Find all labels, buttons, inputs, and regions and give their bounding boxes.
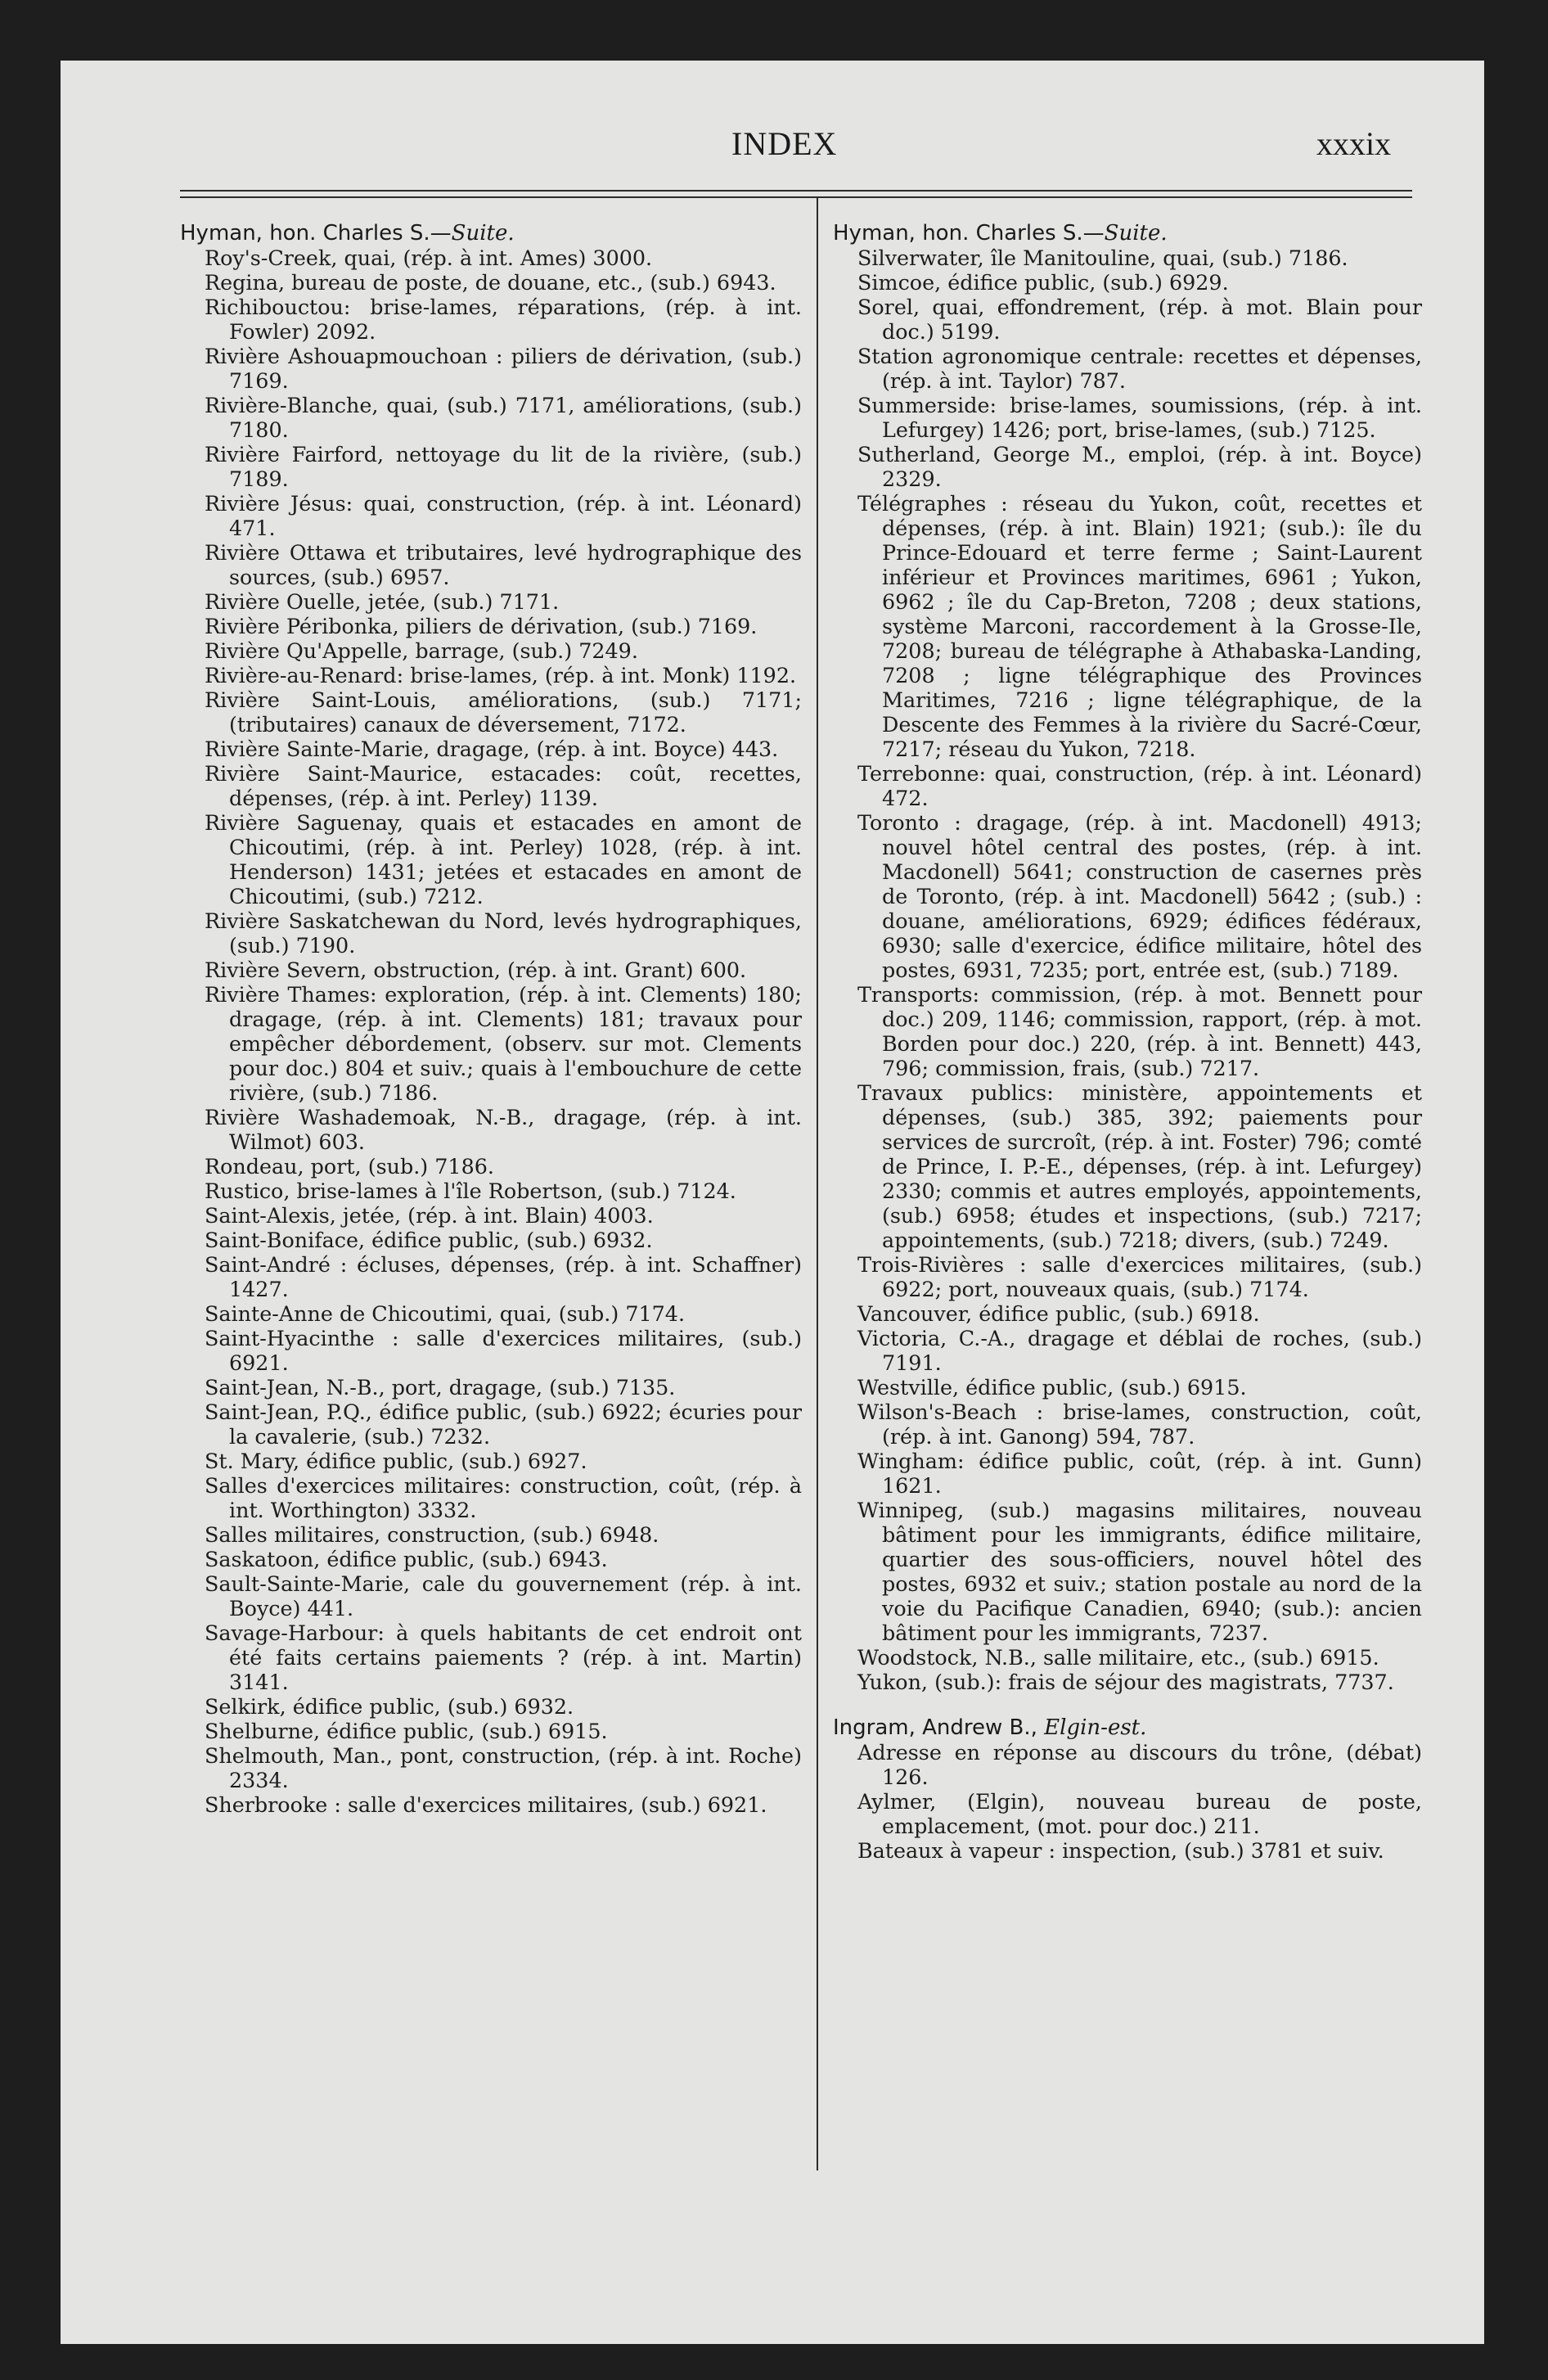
index-entry: Richibouctou: brise-lames, réparations, (rép. à int. Fowler) 2092. bbox=[205, 295, 802, 344]
entry-list bbox=[180, 246, 802, 1817]
index-entry: Rivière Saguenay, quais et estacades en amont de Chicoutimi, (rép. à int. Perley) 1028, (rép. à int. Henderson) 1431; jetées et estacades en amont de Chicoutimi, (sub.) 7212. bbox=[205, 810, 802, 908]
index-entry: Travaux publics: ministère, appointements et dépenses, (sub.) 385, 392; paiements pour services de surcroît, (rép. à int. Foster) 796; comté de Prince, I. P.-E., dépenses, (rép. à int. Lefurgey) 2330; commis et autres employés, appointements, (sub.) 6958; études et inspections, (sub.) 7217; appointements, (sub.) 7218; divers, (sub.) 7249. bbox=[857, 1080, 1422, 1252]
heading-suite: Suite. bbox=[451, 221, 515, 246]
index-entry: Shelmouth, Man., pont, construction, (rép. à int. Roche) 2334. bbox=[205, 1743, 802, 1792]
index-entry: Rivière-au-Renard: brise-lames, (rép. à int. Monk) 1192. bbox=[205, 663, 797, 687]
index-entry: Adresse en réponse au discours du trône, (débat) 126. bbox=[857, 1740, 1422, 1789]
index-entry: Saint-Boniface, édifice public, (sub.) 6932. bbox=[205, 1228, 653, 1252]
index-entry: Sault-Sainte-Marie, cale du gouvernement (rép. à int. Boyce) 441. bbox=[205, 1571, 802, 1620]
heading-name: Hyman, hon. Charles S.— bbox=[833, 221, 1105, 246]
index-entry: Saint-Jean, N.-B., port, dragage, (sub.) 7135. bbox=[205, 1375, 676, 1400]
heading-name: Hyman, hon. Charles S.— bbox=[180, 221, 452, 246]
index-entry: Rivière Qu'Appelle, barrage, (sub.) 7249. bbox=[205, 638, 638, 663]
index-heading bbox=[833, 1715, 1422, 1740]
index-entry: Simcoe, édifice public, (sub.) 6929. bbox=[857, 270, 1229, 295]
index-entry: Sainte-Anne de Chicoutimi, quai, (sub.) 7174. bbox=[205, 1301, 686, 1326]
index-entry: Rivière Ouelle, jetée, (sub.) 7171. bbox=[205, 589, 560, 614]
entry-list bbox=[833, 246, 1422, 1694]
index-entry: Rivière Severn, obstruction, (rép. à int. Grant) 600. bbox=[205, 958, 747, 982]
index-entry: Saint-Hyacinthe : salle d'exercices militaires, (sub.) 6921. bbox=[205, 1326, 802, 1375]
column-divider bbox=[817, 198, 818, 2170]
index-entry: Westville, édifice public, (sub.) 6915. bbox=[857, 1375, 1247, 1400]
index-entry: Rivière Ottawa et tributaires, levé hydrographique des sources, (sub.) 6957. bbox=[205, 540, 802, 589]
index-entry: Rivière Sainte-Marie, dragage, (rép. à int. Boyce) 443. bbox=[205, 737, 779, 761]
index-entry: Rivière Saskatchewan du Nord, levés hydrographiques, (sub.) 7190. bbox=[205, 908, 802, 958]
index-entry: Regina, bureau de poste, de douane, etc., (sub.) 6943. bbox=[205, 270, 776, 295]
index-entry: Sutherland, George M., emploi, (rép. à int. Boyce) 2329. bbox=[857, 442, 1422, 491]
index-entry: Winnipeg, (sub.) magasins militaires, nouveau bâtiment pour les immigrants, édifice militaire, quartier des sous-officiers, nouvel hôtel des postes, 6932 et suiv.; station postale au nord de la voie du Pacifique Canadien, 6940; (sub.): ancien bâtiment pour les immigrants, 7237. bbox=[857, 1498, 1422, 1645]
index-entry: Transports: commission, (rép. à mot. Bennett pour doc.) 209, 1146; commission, rapport, (rép. à mot. Borden pour doc.) 220, (rép. à int. Bennett) 443, 796; commission, frais, (sub.) 7217. bbox=[857, 982, 1422, 1080]
index-entry: Rivière Fairford, nettoyage du lit de la rivière, (sub.) 7189. bbox=[205, 442, 802, 491]
index-entry: Rivière Saint-Maurice, estacades: coût, recettes, dépenses, (rép. à int. Perley) 1139. bbox=[205, 761, 802, 810]
index-entry: Rustico, brise-lames à l'île Robertson, (sub.) 7124. bbox=[205, 1179, 736, 1203]
index-entry: Wilson's-Beach : brise-lames, construction, coût, (rép. à int. Ganong) 594, 787. bbox=[857, 1400, 1422, 1449]
index-entry: Victoria, C.-A., dragage et déblai de roches, (sub.) 7191. bbox=[857, 1326, 1422, 1375]
index-page bbox=[61, 61, 1484, 2344]
right-column bbox=[833, 221, 1422, 1863]
index-entry: Wingham: édifice public, coût, (rép. à int. Gunn) 1621. bbox=[857, 1449, 1422, 1498]
running-head bbox=[61, 124, 1484, 174]
left-column bbox=[180, 221, 802, 1817]
index-entry: St. Mary, édifice public, (sub.) 6927. bbox=[205, 1449, 587, 1473]
page-title: INDEX bbox=[731, 125, 838, 162]
index-entry: Rivière Saint-Louis, améliorations, (sub.) 7171; (tributaires) canaux de déversement, 7172. bbox=[205, 687, 802, 737]
index-entry: Rivière-Blanche, quai, (sub.) 7171, améliorations, (sub.) 7180. bbox=[205, 393, 802, 442]
index-entry: Bateaux à vapeur : inspection, (sub.) 3781 et suiv. bbox=[857, 1838, 1384, 1863]
heading-riding: Elgin-est. bbox=[1044, 1715, 1147, 1740]
index-entry: Silverwater, île Manitouline, quai, (sub.) 7186. bbox=[857, 246, 1348, 270]
index-entry: Saint-André : écluses, dépenses, (rép. à int. Schaffner) 1427. bbox=[205, 1252, 802, 1301]
index-heading bbox=[833, 221, 1422, 246]
index-entry: Salles d'exercices militaires: construction, coût, (rép. à int. Worthington) 3332. bbox=[205, 1473, 802, 1522]
index-entry: Selkirk, édifice public, (sub.) 6932. bbox=[205, 1694, 574, 1719]
index-entry: Toronto : dragage, (rép. à int. Macdonell) 4913; nouvel hôtel central des postes, (rép. à int. Macdonell) 5641; construction de casernes près de Toronto, (rép. à int. Macdonell) 5642 ; (sub.) : douane, améliorations, 6929; édifices fédéraux, 6930; salle d'exercice, édifice militaire, hôtel des postes, 6931, 7235; port, entrée est, (sub.) 7189. bbox=[857, 810, 1422, 982]
page-number: xxxix bbox=[1316, 125, 1392, 162]
heading-suite: Suite. bbox=[1104, 221, 1168, 246]
header-rule-top bbox=[180, 190, 1412, 192]
heading-name: Ingram, Andrew B., bbox=[833, 1715, 1045, 1740]
index-heading bbox=[180, 221, 802, 246]
index-entry: Rivière Péribonka, piliers de dérivation, (sub.) 7169. bbox=[205, 614, 758, 638]
index-entry: Station agronomique centrale: recettes et dépenses, (rép. à int. Taylor) 787. bbox=[857, 344, 1422, 393]
index-entry: Vancouver, édifice public, (sub.) 6918. bbox=[857, 1301, 1260, 1326]
index-entry: Sherbrooke : salle d'exercices militaires, (sub.) 6921. bbox=[205, 1792, 767, 1817]
index-entry: Saint-Alexis, jetée, (rép. à int. Blain) 4003. bbox=[205, 1203, 654, 1228]
index-entry: Rivière Ashouapmouchoan : piliers de dérivation, (sub.) 7169. bbox=[205, 344, 802, 393]
index-entry: Shelburne, édifice public, (sub.) 6915. bbox=[205, 1719, 608, 1743]
index-entry: Rondeau, port, (sub.) 7186. bbox=[205, 1154, 494, 1179]
index-entry: Rivière Washademoak, N.-B., dragage, (rép. à int. Wilmot) 603. bbox=[205, 1105, 802, 1154]
header-rule-bottom bbox=[180, 196, 1412, 198]
index-entry: Sorel, quai, effondrement, (rép. à mot. Blain pour doc.) 5199. bbox=[857, 295, 1422, 344]
index-entry: Saskatoon, édifice public, (sub.) 6943. bbox=[205, 1547, 608, 1571]
index-entry: Savage-Harbour: à quels habitants de cet endroit ont été faits certains paiements ? (rép. à int. Martin) 3141. bbox=[205, 1620, 802, 1694]
index-entry: Woodstock, N.B., salle militaire, etc., (sub.) 6915. bbox=[857, 1645, 1379, 1670]
index-entry: Rivière Thames: exploration, (rép. à int. Clements) 180; dragage, (rép. à int. Clements) 181; travaux pour empêcher débordement, (observ. sur mot. Clements pour doc.) 804 et suiv.; quais à l'embouchure de cette rivière, (sub.) 7186. bbox=[205, 982, 802, 1105]
index-entry: Yukon, (sub.): frais de séjour des magistrats, 7737. bbox=[857, 1670, 1394, 1694]
index-entry: Salles militaires, construction, (sub.) 6948. bbox=[205, 1522, 659, 1547]
entry-list bbox=[833, 1740, 1422, 1863]
index-entry: Terrebonne: quai, construction, (rép. à int. Léonard) 472. bbox=[857, 761, 1422, 810]
index-entry: Aylmer, (Elgin), nouveau bureau de poste, emplacement, (mot. pour doc.) 211. bbox=[857, 1789, 1422, 1838]
index-entry: Télégraphes : réseau du Yukon, coût, recettes et dépenses, (rép. à int. Blain) 1921; (sub.): île du Prince-Edouard et terre ferme ; Saint-Laurent inférieur et Provinces maritimes, 6961 ; Yukon, 6962 ; île du Cap-Breton, 7208 ; deux stations, système Marconi, raccordement à la Grosse-Ile, 7208; bureau de télégraphe à Athabaska-Landing, 7208 ; ligne télégraphique des Provinces Maritimes, 7216 ; ligne télégraphique, de la Descente des Femmes à la rivière du Sacré-Cœur, 7217; réseau du Yukon, 7218. bbox=[857, 491, 1422, 761]
index-entry: Trois-Rivières : salle d'exercices militaires, (sub.) 6922; port, nouveaux quais, (sub.) 7174. bbox=[857, 1252, 1422, 1301]
index-entry: Rivière Jésus: quai, construction, (rép. à int. Léonard) 471. bbox=[205, 491, 802, 540]
index-entry: Saint-Jean, P.Q., édifice public, (sub.) 6922; écuries pour la cavalerie, (sub.) 7232. bbox=[205, 1400, 802, 1449]
index-entry: Summerside: brise-lames, soumissions, (rép. à int. Lefurgey) 1426; port, brise-lames, (sub.) 7125. bbox=[857, 393, 1422, 442]
index-entry: Roy's-Creek, quai, (rép. à int. Ames) 3000. bbox=[205, 246, 653, 270]
